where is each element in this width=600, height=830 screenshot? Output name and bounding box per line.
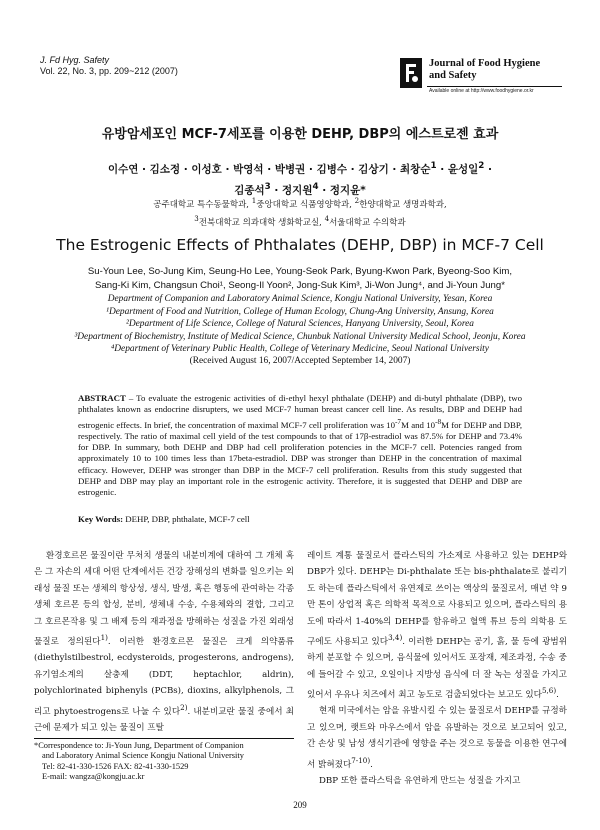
korean-authors-line-1: 이수연 · 김소정 · 이성호 · 박영석 · 박병권 · 김병수 · 김상기 · 최창순$^1$ · 윤성일$^2$ · bbox=[107, 161, 493, 176]
volume-info: Vol. 22, No. 3, pp. 209~212 (2007) bbox=[40, 66, 178, 76]
body-paragraph: 레이트 계통 물질로서 플라스틱의 가소제로 사용하고 있는 DEHP와 DBP가 있다. DEHP는 Di-phthalate 또는 bis-phthalate로 불리기도 하는데 플라스틱에서 유연제로 쓰이는 액상의 물질로서, 매년 약 9만 톤이 상업적 혹은 의학적 목적으로 사용되고 있으며, 플라스틱의 용도에 따라서 1-40%의 DEHP를 함유하고 혈액 튜브 등의 의학용 도구에도 사용되고 있다$^{3,4)}$. 이러한 DEHP는 공기, 흙, 물 등에 광범위하게 분포할 수 있으며, 음식물에 있어서도 포장재, 제조과정, 수송 중에 들어갈 수 있고, 오일이나 지방성 음식에 더 잘 녹는 성질을 가지고 있어서 우유나 치즈에서 최고 농도로 검출되었다는 보고도 있다$^{5,6)}$. bbox=[307, 551, 567, 700]
keywords: Key Words: DEHP, DBP, phthalate, MCF-7 cell bbox=[78, 514, 250, 524]
body-column-right bbox=[307, 548, 567, 789]
journal-logo-name: Journal of Food Hygiene and Safety bbox=[429, 58, 541, 81]
logo-divider bbox=[427, 86, 562, 87]
korean-authors-line-2: 김종석$^3$ · 정지원$^4$ · 정지윤* bbox=[234, 181, 366, 196]
page-number: 209 bbox=[293, 800, 307, 810]
journal-citation bbox=[40, 55, 178, 77]
body-paragraph: 현재 미국에서는 암을 유발시킬 수 있는 물질로서 DEHP를 규정하고 있으며, 랫트와 마우스에서 암을 유발하는 것으로 보고되어 있고, 간 손상 및 남성 생식기관에 영향을 주는 것으로 동물을 이용한 연구에서 밝혀졌다$^{7-10)}$. bbox=[307, 706, 567, 770]
body-column-left bbox=[34, 548, 294, 736]
korean-title: 유방암세포인 MCF-7세포를 이용한 DEHP, DBP의 에스트로젠 효과 bbox=[101, 127, 499, 142]
journal-logo bbox=[398, 56, 563, 98]
abstract: ABSTRACT – To evaluate the estrogenic activities of di-ethyl hexyl phthalate (DEHP) and di-butyl phthalate (DBP), two phthalates known as endocrine disrupters, we used MCF-7 human breast cancer cell line. As results, DBP and DEHP had estrogenic effects. In brief, the concentration of maximal MCF-7 cell proliferation was $10^{-7}M$ and $10^{-8}M$ for DEHP and DBP, respectively. The ratio of maximal cell yield of the test compounds to that of 17β-estradiol was 87.5% for DEHP and 73.4% for DBP. In summary, both DEHP and DBP had cell proliferation potencies in the MCF-7 cell. Potencies ranged from approximately 10 to 100 times less than 17beta-estradiol. DBP was stronger than DEHP in the concentration of maximal efficacy. However, DEHP was stronger than DBP in the MCF-7 cell proliferation. Results from this study suggested that DEHP and DBP may play an important role in the estrogenic activity. Therefore, it is suggested that DEHP and DBP are estrogenic. bbox=[78, 393, 523, 498]
correspondence-footnote: *Correspondence to: Ji-Youn Jung, Department of Companion and Laboratory Animal Science Kongju National University Tel: 82-41-330-1526 FAX: 82-41-330-1529 E-mail: wangza@kongju.ac.kr bbox=[34, 741, 244, 782]
body-paragraph: DBP 또한 플라스틱을 유연하게 만드는 성질을 가지고 bbox=[319, 775, 521, 786]
journal-abbrev: J. Fd Hyg. Safety bbox=[40, 55, 110, 65]
english-affiliations: Department of Companion and Laboratory Animal Science, Kongju National University, Yesan, Korea ¹Department of Food and Nutrition, College of Human Ecology, Chung-Ang University, Ansung, Korea ²Department of Life Science, College of Natural Sciences, Hanyang University, Seoul, Korea ³Department of Biochemistry, Institute of Medical Science, Chunbuk National University Medical School, Jeonju, Korea ⁴Department of Veterinary Public Health, College of Veterinary Medicine, Seoul National University bbox=[74, 294, 526, 354]
english-title: The Estrogenic Effects of Phthalates (DEHP, DBP) in MCF-7 Cell bbox=[56, 236, 544, 254]
received-dates: (Received August 16, 2007/Accepted September 14, 2007) bbox=[189, 356, 411, 366]
footnote-divider bbox=[34, 738, 294, 739]
english-authors: Su-Youn Lee, So-Jung Kim, Seung-Ho Lee, Young-Seok Park, Byung-Kwon Park, Byeong-Soo Kim, Sang-Ki Kim, Changsun Choi¹, Seong-Il Yoon², Jong-Suk Kim³, Ji-Won Jung⁴, and Ji-Youn Jung* bbox=[87, 266, 513, 291]
korean-affiliations: 공주대학교 특수동물학과, $^1$중앙대학교 식품영양학과, $^2$한양대학교 생명과학과, $^3$전북대학교 의과대학 생화학교실, $^4$서울대학교 수의학과 bbox=[153, 196, 447, 228]
keywords-label: Key Words: bbox=[78, 514, 124, 524]
journal-logo-icon bbox=[398, 56, 424, 90]
journal-url: Available online at http://www.foodhygiene.or.kr bbox=[429, 88, 534, 94]
abstract-label: ABSTRACT bbox=[78, 393, 126, 403]
korean-authors bbox=[60, 158, 540, 199]
body-paragraph: 환경호르몬 물질이란 무처치 생물의 내분비계에 대하여 그 개체 혹은 그 자손의 세대 어떤 단계에서든 건강 장해성의 변화를 일으키는 외래성 물질 또는 생체의 항상성, 생식, 발생, 혹은 행동에 관여하는 각종 생체 호르몬 등의 합성, 분비, 생체내 수송, 수용체와의 결합, 그리고 그 호르몬작용 및 그 배제 등의 재과정을 방해하는 성질을 가진 외래성 물질로 정의된다$^{1)}$. 이러한 환경호르몬 물질은 크게 의약품류 (diethylstilbestrol, ecdysteroids, progesterons, androgens), 유기염소계의 살충제 (DDT, heptachlor, aldrin), polychlorinated biphenyls (PCBs), dioxins, alkylphenols, 그리고 phytoestrogens로 나눌 수 있다$^{2)}$. 내분비교란 물질 중에서 최근에 문제가 되고 있는 물질이 프탈 bbox=[34, 551, 294, 733]
